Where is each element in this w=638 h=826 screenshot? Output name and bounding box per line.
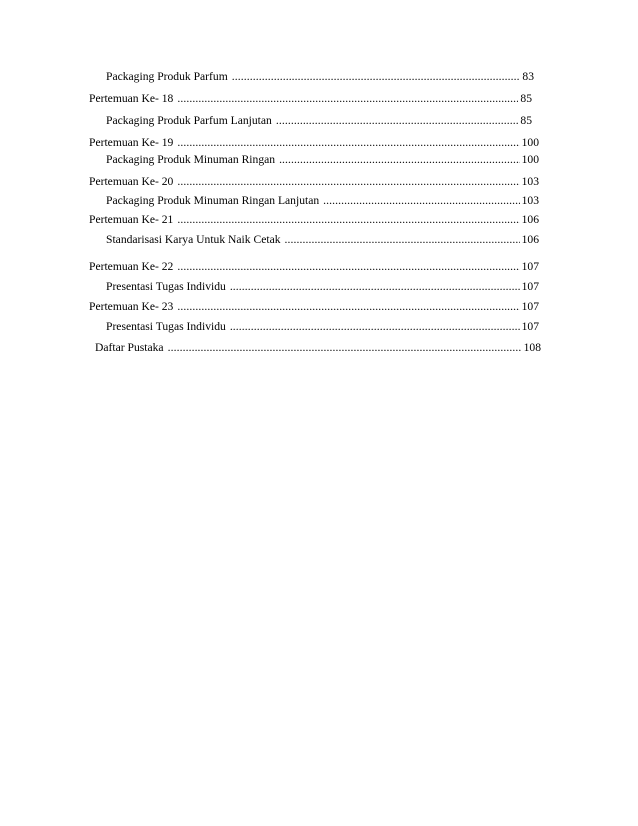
toc-entry-title: Pertemuan Ke- 20 (89, 175, 174, 188)
toc-entry (106, 279, 539, 295)
toc-entry (95, 340, 541, 356)
toc-entry-title: Daftar Pustaka (95, 341, 164, 354)
toc-entry (89, 91, 532, 107)
toc-leader (230, 319, 520, 335)
toc-entry (89, 174, 539, 190)
toc-entry-title: Packaging Produk Parfum Lanjutan (106, 114, 272, 127)
toc-entry-title: Presentasi Tugas Individu (106, 280, 226, 293)
toc-entry (106, 319, 539, 335)
toc-entry-page: 103 (521, 175, 539, 188)
toc-leader (177, 174, 519, 190)
toc-entry-title: Packaging Produk Minuman Ringan (106, 153, 276, 166)
toc-entry-title: Presentasi Tugas Individu (106, 320, 226, 333)
toc-entry-page: 107 (521, 320, 539, 333)
toc-entry (89, 135, 539, 151)
toc-entry-title: Packaging Produk Minuman Ringan Lanjutan (106, 194, 320, 207)
toc-entry-page: 108 (523, 341, 541, 354)
toc-entry-page: 106 (521, 213, 539, 226)
toc-entry-page: 107 (521, 300, 539, 313)
toc-leader (177, 259, 519, 275)
toc-leader (232, 69, 521, 85)
toc-entry-page: 85 (520, 92, 532, 105)
toc-entry (106, 193, 539, 209)
toc-leader (177, 135, 519, 151)
toc-leader (276, 113, 519, 129)
toc-entry-page: 103 (521, 194, 539, 207)
toc-entry-title: Pertemuan Ke- 22 (89, 260, 174, 273)
toc-entry-page: 100 (521, 136, 539, 149)
toc-entry-page: 106 (521, 233, 539, 246)
toc-entry (106, 69, 534, 85)
toc-leader (177, 299, 519, 315)
toc-entry (89, 212, 539, 228)
toc-entry-title: Pertemuan Ke- 21 (89, 213, 174, 226)
toc-leader (323, 193, 519, 209)
toc-leader (177, 91, 518, 107)
toc-entry (89, 259, 539, 275)
toc-entry-page: 100 (521, 153, 539, 166)
toc-entry-title: Standarisasi Karya Untuk Naik Cetak (106, 233, 281, 246)
toc-entry (106, 152, 539, 168)
toc-entry-title: Pertemuan Ke- 18 (89, 92, 174, 105)
toc-entry-title: Pertemuan Ke- 23 (89, 300, 174, 313)
toc-entry-page: 85 (520, 114, 532, 127)
toc-leader (279, 152, 520, 168)
toc-entry (106, 113, 532, 129)
toc-leader (177, 212, 519, 228)
toc-entry-page: 107 (521, 280, 539, 293)
toc-leader (285, 232, 520, 248)
toc-leader (168, 340, 522, 356)
toc-entry-title: Pertemuan Ke- 19 (89, 136, 174, 149)
toc-entry (106, 232, 539, 248)
toc-entry-title: Packaging Produk Parfum (106, 70, 228, 83)
toc-entry (89, 299, 539, 315)
toc-leader (230, 279, 520, 295)
toc-entry-page: 107 (521, 260, 539, 273)
toc-entry-page: 83 (522, 70, 534, 83)
